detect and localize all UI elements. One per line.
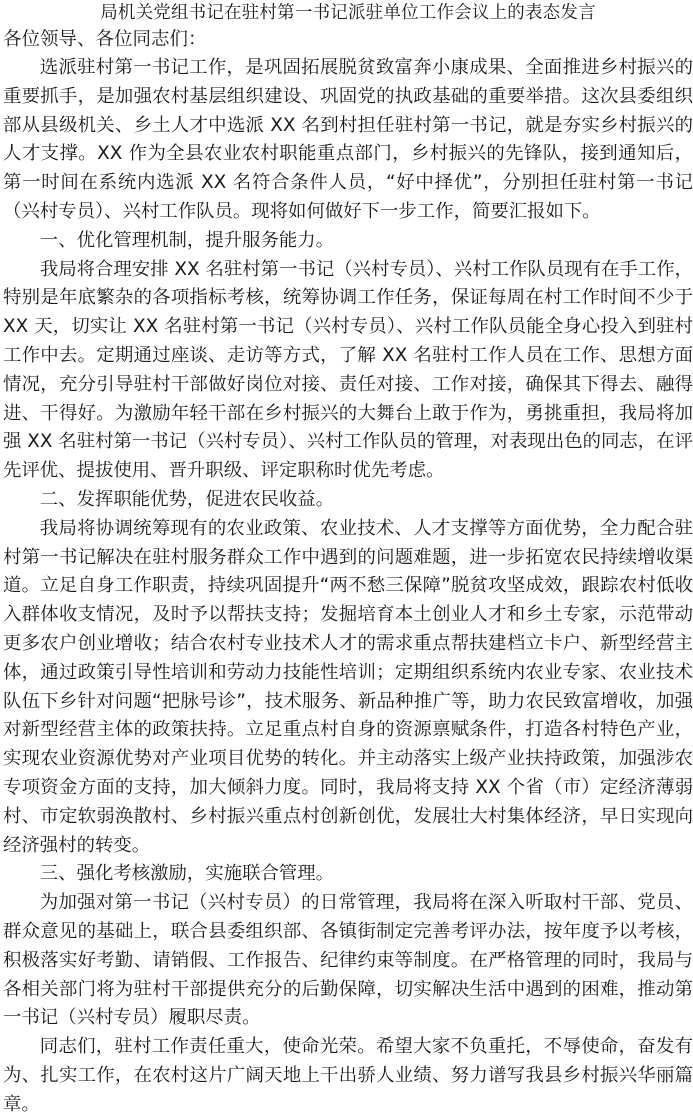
intro-paragraph: 选派驻村第一书记工作，是巩固拓展脱贫致富奔小康成果、全面推进乡村振兴的重要抓手，是加强农村基层组织建设、巩固党的执政基础的重要举措。这次县委组织部从县级机关、乡土人才中选派 XX 名到村担任驻村第一书记，就是夯实乡村振兴的人才支撑。XX 作为全县农业农村职能重点部门，乡村振兴的先锋队，接到通知后，第一时间在系统内选派 XX 名符合条件人员，“好中择优”，分别担任驻村第一书记（兴村专员）、兴村工作队员。现将如何做好下一步工作，简要汇报如下。 — [3, 57, 693, 222]
section-2-paragraph: 我局将协调统筹现有的农业政策、农业技术、人才支撑等方面优势，全力配合驻村第一书记解决在驻村服务群众工作中遇到的问题难题，进一步拓宽农民持续增收渠道。立足自身工作职责，持续巩固提升“两不愁三保障”脱贫攻坚成效，跟踪农村低收入群体收支情况，及时予以帮扶支持；发掘培育本土创业人才和乡土专家，示范带动更多农户创业增收；结合农村专业技术人才的需求重点帮扶建档立卡户、新型经营主体，通过政策引导性培训和劳动力技能性培训；定期组织系统内农业专家、农业技术队伍下乡针对问题“把脉号诊”，技术服务、新品种推广等，助力农民致富增收，加强对新型经营主体的政策扶持。立足重点村自身的资源禀赋条件，打造各村特色产业，实现农业资源优势对产业项目优势的转化。并主动落实上级产业扶持政策，加强涉农专项资金方面的支持，加大倾斜力度。同时，我局将支持 XX 个省（市）定经济薄弱村、市定软弱涣散村、乡村振兴重点村创新创优，发展壮大村集体经济，早日实现向经济强村的转变。 — [3, 517, 693, 856]
document-title: 局机关党组书记在驻村第一书记派驻单位工作会议上的表态发言 — [100, 3, 596, 23]
section-1-paragraph: 我局将合理安排 XX 名驻村第一书记（兴村专员）、兴村工作队员现有在手工作，特别是年底繁杂的各项指标考核，统筹协调工作任务，保证每周在村工作时间不少于 XX 天，切实让 XX 名驻村第一书记（兴村专员）、兴村工作队员能全身心投入到驻村工作中去。定期通过座谈、走访等方式，了解 XX 名驻村工作人员在工作、思想方面情况，充分引导驻村干部做好岗位对接、责任对接、工作对接，确保其下得去、融得进、干得好。为激励年轻干部在乡村振兴的大舞台上敢于作为，勇挑重担，我局将加强 XX 名驻村第一书记（兴村专员）、兴村工作队员的管理，对表现出色的同志，在评先评优、提拔使用、晋升职级、评定职称时优先考虑。 — [3, 258, 693, 482]
closing-paragraph: 同志们，驻村工作责任重大，使命光荣。希望大家不负重托，不辱使命，奋发有为、扎实工作，在农村这片广阔天地上干出骄人业绩、努力谱写我县乡村振兴华丽篇章。 — [3, 1036, 693, 1115]
section-heading-3: 三、强化考核激励，实施联合管理。 — [39, 863, 335, 885]
salutation: 各位领导、各位同志们： — [3, 29, 207, 50]
section-heading-2: 二、发挥职能优势，促进农民收益。 — [39, 488, 335, 510]
section-heading-1: 一、优化管理机制，提升服务能力。 — [39, 229, 335, 251]
section-3-paragraph: 为加强对第一书记（兴村专员）的日常管理，我局将在深入听取村干部、党员、群众意见的基础上，联合县委组织部、各镇街制定完善考评办法，按年度予以考核，积极落实好考勤、请销假、工作报告、纪律约束等制度。在严格管理的同时，我局与各相关部门将为驻村干部提供充分的后勤保障，切实解决生活中遇到的困难，推动第一书记（兴村专员）履职尽责。 — [3, 892, 693, 1029]
